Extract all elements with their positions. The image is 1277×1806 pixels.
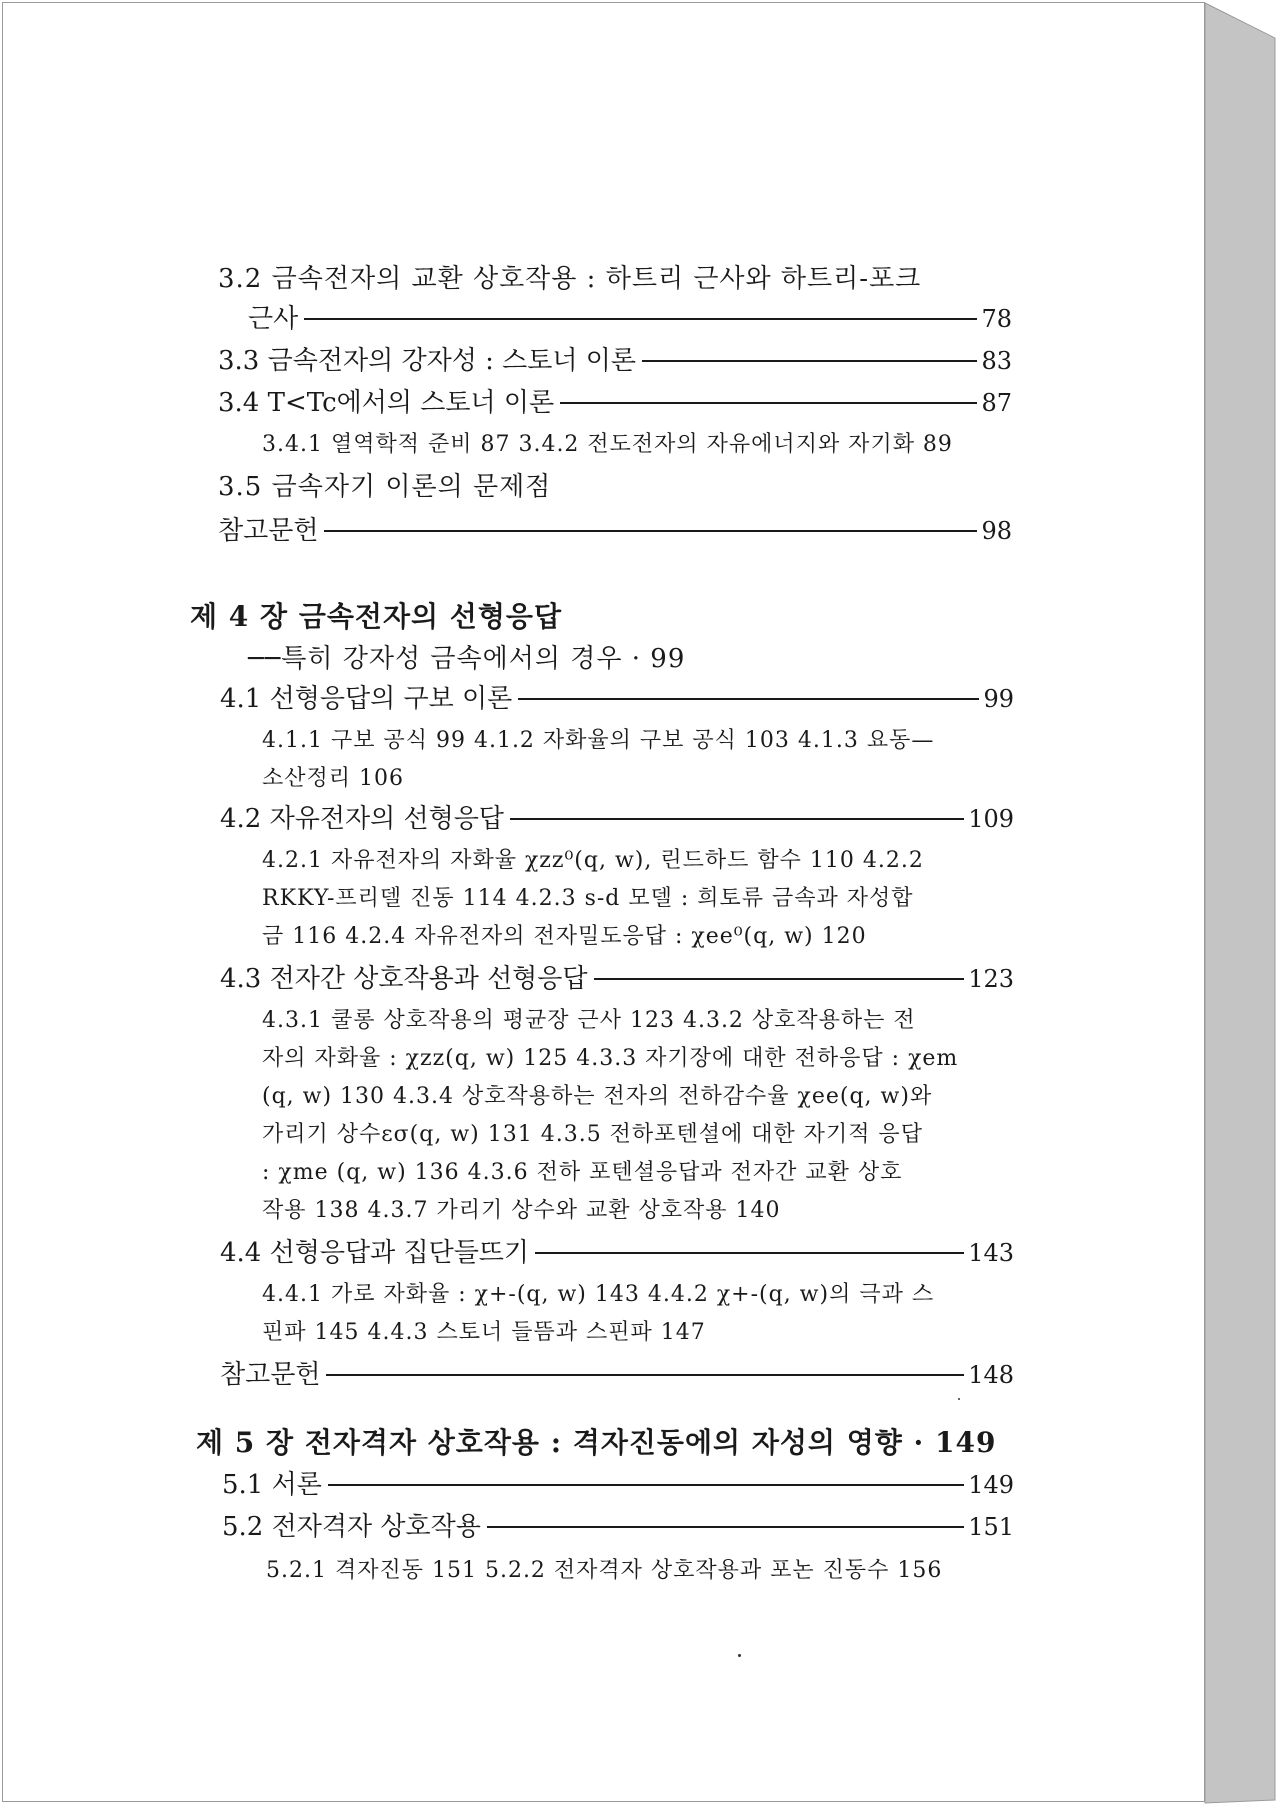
toc-entry-3-2: 3.2 금속전자의 교환 상호작용 : 하트리 근사와 하트리-포크 bbox=[218, 264, 922, 294]
toc-subentries-4-2-line-2: RKKY-프리델 진동 114 4.2.3 s-d 모델 : 희토류 금속과 자성합 bbox=[262, 886, 914, 911]
page-number: 109 bbox=[968, 805, 1014, 833]
chapter-4-title: 제 4 장 금속전자의 선형응답 bbox=[190, 600, 563, 633]
toc-subentries-4-4-line-1: 4.4.1 가로 자화율 : χ+-(q, w) 143 4.4.2 χ+-(q, w)의 극과 스 bbox=[262, 1282, 935, 1307]
toc-subentries-3-4: 3.4.1 열역학적 준비 87 3.4.2 전도전자의 자유에너지와 자기화 89 bbox=[262, 432, 953, 457]
toc-subentries-4-3-line-2: 자의 자화율 : χzz(q, w) 125 4.3.3 자기장에 대한 전하응답 : χem bbox=[262, 1046, 959, 1071]
page-number: 99 bbox=[983, 685, 1014, 713]
page-number: 98 bbox=[981, 517, 1012, 545]
toc-references-ch3: 참고문헌 98 bbox=[218, 516, 1012, 546]
page-number: 78 bbox=[981, 305, 1012, 333]
chapter-4-subtitle: ──특히 강자성 금속에서의 경우 · 99 bbox=[248, 644, 686, 674]
toc-entry-4-3: 4.3 전자간 상호작용과 선형응답 123 bbox=[220, 964, 1014, 994]
page-number: 83 bbox=[981, 347, 1012, 375]
toc-subentries-5-2: 5.2.1 격자진동 151 5.2.2 전자격자 상호작용과 포논 진동수 156 bbox=[266, 1558, 943, 1583]
toc-subentries-4-3-line-3: (q, w) 130 4.3.4 상호작용하는 전자의 전하감수율 χee(q, w)와 bbox=[262, 1084, 933, 1109]
toc-subentries-4-1-line-1: 4.1.1 구보 공식 99 4.1.2 자화율의 구보 공식 103 4.1.3 요동— bbox=[262, 728, 935, 753]
toc-entry-4-2: 4.2 자유전자의 선형응답 109 bbox=[220, 804, 1014, 834]
toc-entry-5-2: 5.2 전자격자 상호작용 151 bbox=[222, 1512, 1014, 1542]
toc-entry-3-5: 3.5 금속자기 이론의 문제점 bbox=[218, 472, 552, 502]
toc-entry-4-1: 4.1 선형응답의 구보 이론 99 bbox=[220, 684, 1014, 714]
toc-subentries-4-4-line-2: 핀파 145 4.4.3 스토너 들뜸과 스핀파 147 bbox=[262, 1320, 706, 1345]
toc-entry-3-4: 3.4 T<Tc에서의 스토너 이론 87 bbox=[218, 388, 1012, 418]
page-number: 143 bbox=[968, 1239, 1014, 1267]
chapter-5-title: 제 5 장 전자격자 상호작용 : 격자진동에의 자성의 영향 · 149 bbox=[196, 1426, 997, 1459]
toc-references-ch4: 참고문헌 148 bbox=[220, 1360, 1014, 1390]
toc-subentries-4-3-line-5: : χme (q, w) 136 4.3.6 전하 포텐셜응답과 전자간 교환 상호 bbox=[262, 1160, 903, 1185]
toc-subentries-4-2-line-1: 4.2.1 자유전자의 자화율 χzz⁰(q, w), 린드하드 함수 110 4.2.2 bbox=[262, 848, 924, 873]
toc-subentries-4-1-line-2: 소산정리 106 bbox=[262, 766, 404, 791]
print-speck bbox=[958, 1398, 960, 1400]
page-number: 123 bbox=[968, 965, 1014, 993]
print-speck bbox=[738, 1654, 741, 1657]
toc-subentries-4-3-line-6: 작용 138 4.3.7 가리기 상수와 교환 상호작용 140 bbox=[262, 1198, 781, 1223]
toc-entry-5-1: 5.1 서론 149 bbox=[222, 1470, 1014, 1500]
page-number: 148 bbox=[968, 1361, 1014, 1389]
toc-subentries-4-3-line-1: 4.3.1 쿨롱 상호작용의 평균장 근사 123 4.3.2 상호작용하는 전 bbox=[262, 1008, 916, 1033]
page-number: 87 bbox=[981, 389, 1012, 417]
page-number: 149 bbox=[968, 1471, 1014, 1499]
page-number: 151 bbox=[968, 1513, 1014, 1541]
toc-subentries-4-3-line-4: 가리기 상수εσ(q, w) 131 4.3.5 전하포텐셜에 대한 자기적 응답 bbox=[262, 1122, 923, 1147]
toc-entry-3-2-cont: 근사 78 bbox=[248, 304, 1012, 334]
toc-subentries-4-2-line-3: 금 116 4.2.4 자유전자의 전자밀도응답 : χee⁰(q, w) 120 bbox=[262, 924, 867, 949]
toc-entry-4-4: 4.4 선형응답과 집단들뜨기 143 bbox=[220, 1238, 1014, 1268]
toc-entry-3-3: 3.3 금속전자의 강자성 : 스토너 이론 83 bbox=[218, 346, 1012, 376]
